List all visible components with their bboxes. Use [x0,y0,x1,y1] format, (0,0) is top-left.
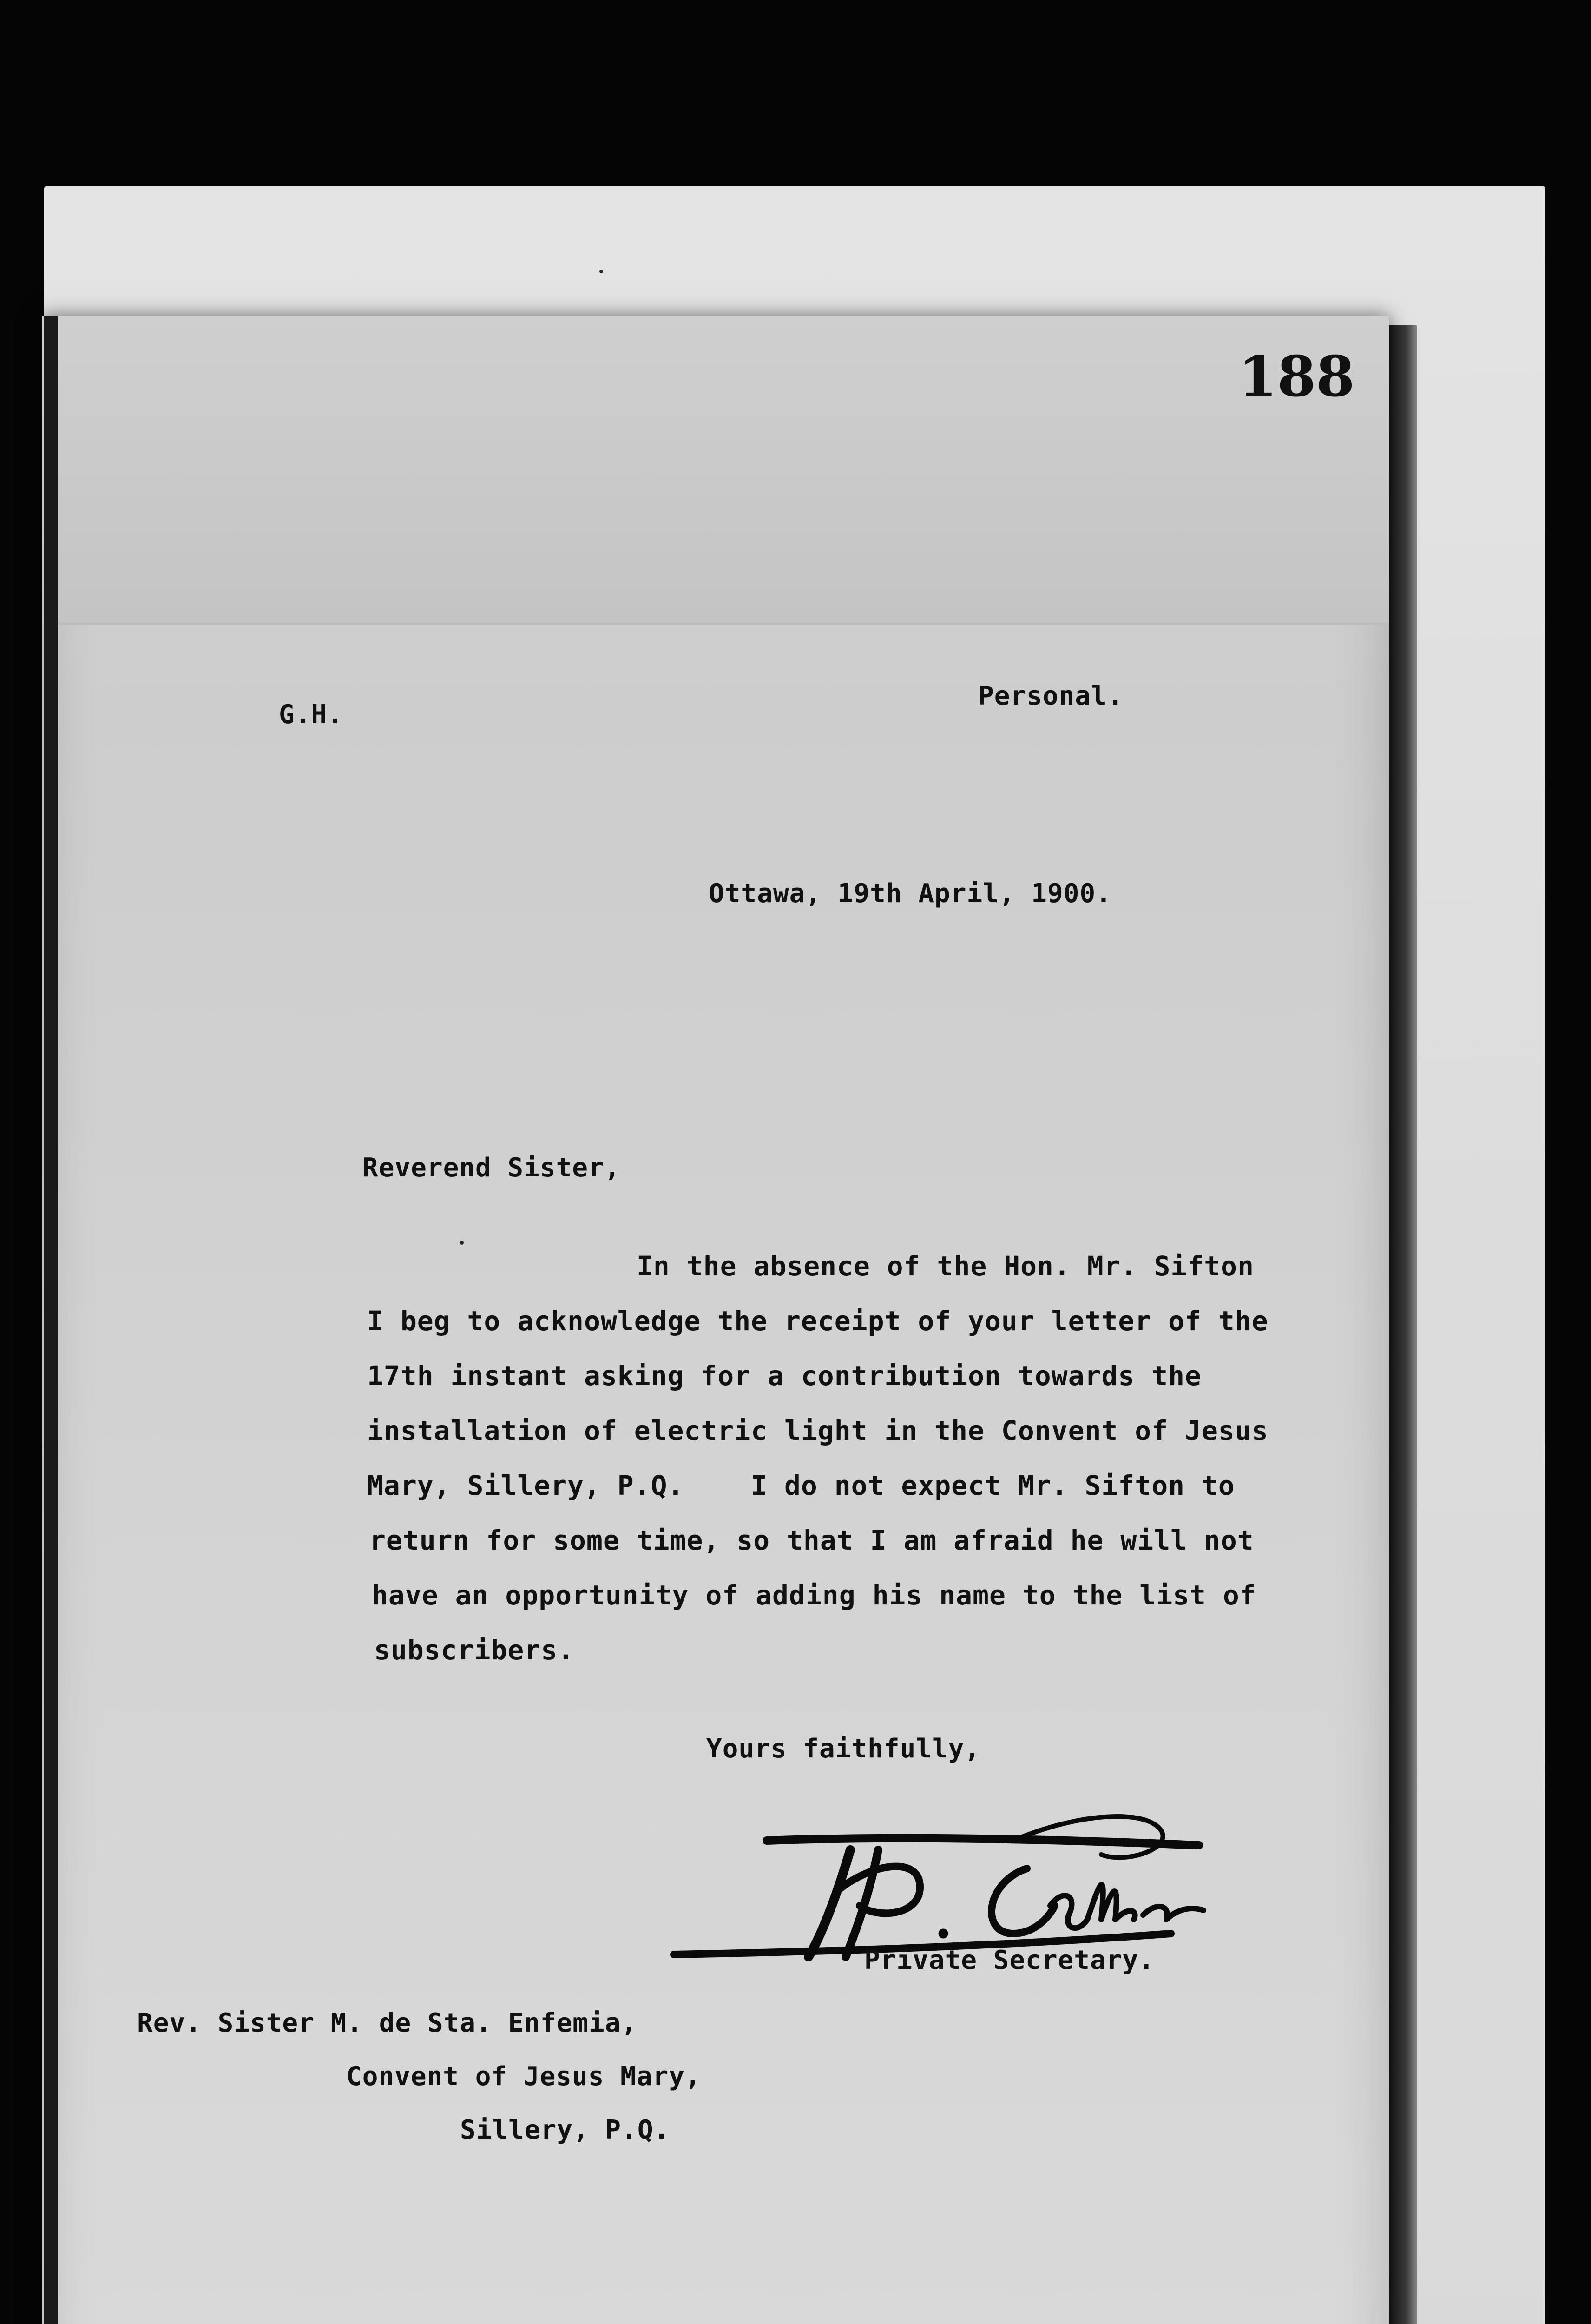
body-line: subscribers. [374,1634,575,1666]
dateline: Ottawa, 19th April, 1900. [709,878,1112,909]
address-line: Sillery, P.Q. [460,2115,670,2145]
body-line: In the absence of the Hon. Mr. Sifton [637,1250,1255,1282]
left-page-edge [44,316,58,2324]
dust-speck [460,1241,464,1245]
sheet-fold [42,316,1389,625]
body-line: Mary, Sillery, P.Q. I do not expect Mr. Sifton to [367,1470,1235,1501]
address-line: Rev. Sister M. de Sta. Enfemia, [137,2008,638,2038]
body-line: have an opportunity of adding his name to the list of [372,1579,1256,1611]
header-initials: G.H. [279,700,343,730]
dust-speck [599,270,603,273]
header-personal: Personal. [978,681,1124,711]
address-line: Convent of Jesus Mary, [346,2061,701,2092]
closing: Yours faithfully, [706,1734,981,1764]
right-page-edge [1389,325,1417,2324]
page-number: 188 [1238,344,1355,409]
signature-title: Private Secretary. [864,1945,1155,1975]
salutation: Reverend Sister, [362,1153,621,1183]
body-line: installation of electric light in the Convent of Jesus [367,1415,1269,1446]
body-line: 17th instant asking for a contribution towards the [367,1360,1202,1392]
body-line: I beg to acknowledge the receipt of your letter of the [367,1305,1269,1337]
body-line: return for some time, so that I am afraid he will not [369,1525,1254,1556]
